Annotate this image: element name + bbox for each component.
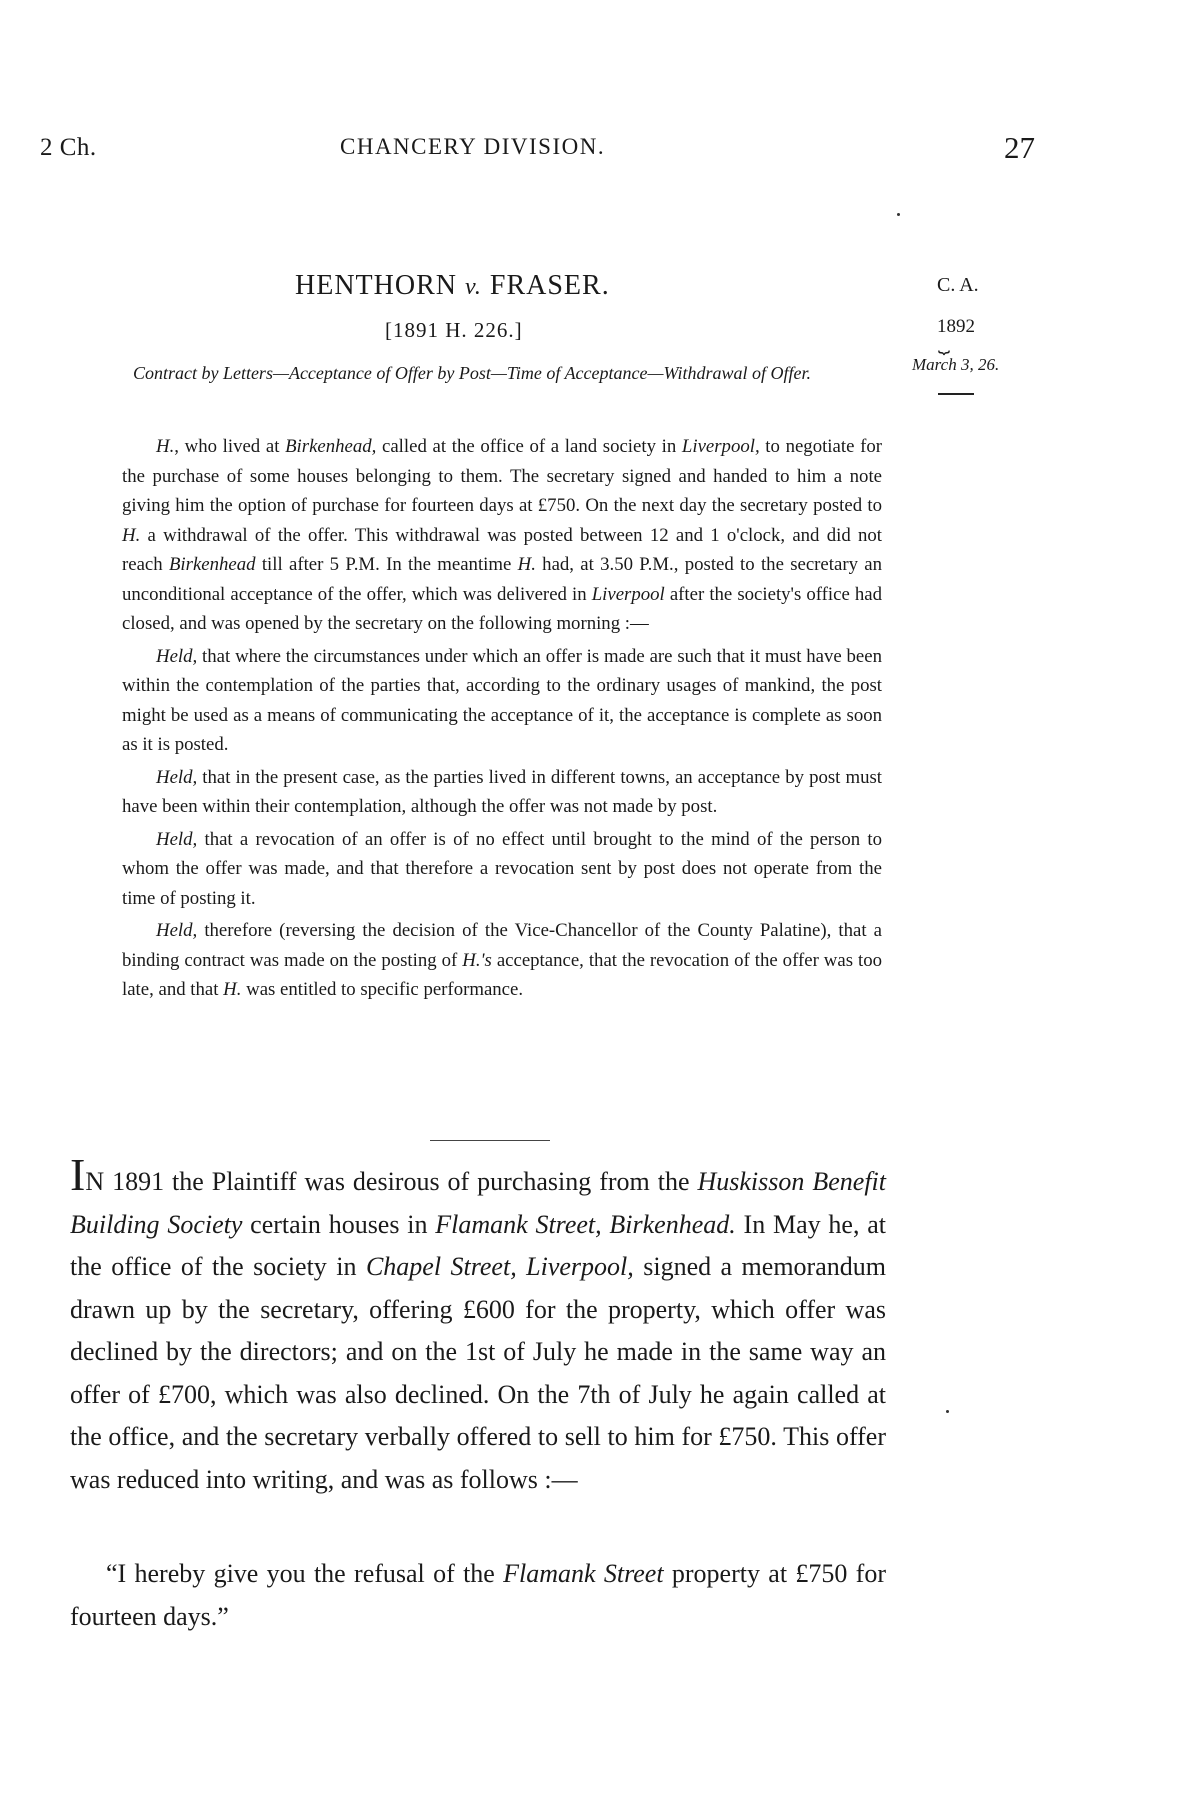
margin-year: 1892	[937, 316, 975, 337]
text-run: that in the present case, as the parties lived in different towns, an acceptance by post must have been within their contemplation, although the offer was not made by post.	[122, 766, 882, 817]
text-run: that where the circumstances under which an offer is made are such that it must have been within the contemplation of the parties that, according to the ordinary usages of mankind, the post might be used as a means of communicating the acceptance of it, the acceptance is complete as soon as it is posted.	[122, 645, 882, 755]
text-run: that a revocation of an offer is of no effect until brought to the mind of the person to whom the offer was made, and that therefore a revocation sent by post does not operate from the time of posting it.	[122, 828, 882, 909]
holding-2	[122, 763, 882, 822]
text-run: called at the office of a land society in	[376, 436, 682, 457]
text-run: signed a memorandum drawn up by the secretary, offering £600 for the property, which offer was declined by the directors; and on the 1st of July he made in the same way an offer of £700, which was also declined. On the 7th of July he again called at the office, and the secretary verbally offered to sell to him for £750. This offer was reduced into writing, and was as follows :—	[70, 1252, 886, 1494]
text-run: property at £750 for fourteen days.”	[70, 1559, 886, 1631]
text-run: till after 5 P.M. In the meantime	[255, 554, 518, 575]
holding-4	[122, 916, 882, 1005]
held-label: Held,	[156, 766, 198, 788]
text-run: therefore (reversing the decision of the Vice-Chancellor of the County Palatine), that a binding contract was made on the posting of	[122, 920, 882, 971]
place-name: Birkenhead,	[285, 436, 377, 457]
margin-dates: March 3, 26.	[912, 355, 1000, 374]
held-label: Held,	[156, 645, 198, 667]
body-paragraph	[70, 1149, 887, 1501]
text-run: , who lived at	[174, 436, 286, 457]
party-initial: H.'s	[462, 949, 492, 971]
report-volume: 2 Ch.	[40, 134, 97, 161]
text-run: was entitled to specific performance.	[241, 979, 524, 1000]
quoted-offer	[70, 1553, 886, 1638]
section-divider	[430, 1140, 550, 1141]
case-title	[295, 270, 610, 302]
running-header	[40, 130, 1035, 174]
text-run: a withdrawal of the offer. This withdrawal was posted between 12 and 1 o'clock, and did not reach	[122, 524, 882, 575]
headnote-facts	[122, 432, 882, 639]
holding-1	[122, 642, 882, 760]
text-run: acceptance, that the revocation of the offer was too late, and that	[122, 949, 882, 1000]
margin-court: C. A.	[937, 274, 979, 296]
text-run: to negotiate for the purchase of some houses belonging to them. The secretary signed and handed to him a note giving him the option of purchase for fourteen days at £750. On the next day the secretary posted to	[122, 436, 882, 516]
versus: v.	[465, 274, 482, 300]
place-name: Flamank Street	[503, 1559, 664, 1588]
text-run: N 1891 the Plaintiff was desirous of purchasing from the	[85, 1167, 698, 1196]
headnote	[122, 432, 882, 1008]
drop-cap: I	[70, 1149, 86, 1200]
case-citation: [1891 H. 226.]	[385, 318, 523, 342]
statement-of-facts	[70, 1149, 887, 1501]
place-name: Birkenhead	[168, 554, 256, 575]
defendant-name: FRASER.	[489, 270, 610, 301]
print-speck	[897, 213, 900, 216]
party-initial: H.	[122, 524, 141, 546]
text-run: certain houses in	[242, 1209, 436, 1239]
held-label: Held,	[156, 828, 198, 850]
text-run: In May he, at the office of the society in	[70, 1209, 886, 1281]
place-name: Liverpool	[591, 583, 665, 605]
catchwords: Contract by Letters—Acceptance of Offer by Post—Time of Acceptance—Withdrawal of Offer.	[132, 363, 812, 383]
place-name: Flamank Street, Birkenhead.	[435, 1209, 736, 1239]
division-title: CHANCERY DIVISION.	[340, 134, 606, 159]
plaintiff-name: HENTHORN	[295, 270, 457, 301]
text-run: had, at 3.50 P.M., posted to the secretary an unconditional acceptance of the offer, which was delivered in	[122, 554, 882, 605]
party-initial: H.	[156, 436, 175, 457]
text-run: “I hereby give you the refusal of the	[106, 1559, 504, 1588]
margin-brace-ornament: ⏟	[938, 332, 948, 354]
holding-3	[122, 825, 882, 914]
place-name: Chapel Street, Liverpool,	[365, 1252, 634, 1281]
margin-rule	[938, 393, 974, 395]
text-run: after the society's office had closed, and was opened by the secretary on the following morning :—	[122, 583, 882, 634]
print-speck	[946, 1410, 949, 1413]
place-name: Liverpool,	[681, 436, 760, 457]
page-number: 27	[1004, 130, 1035, 165]
society-name: Huskisson Benefit Building Society	[70, 1167, 887, 1239]
party-initial: H.	[517, 554, 536, 575]
party-initial: H.	[223, 979, 242, 1000]
held-label: Held,	[156, 920, 198, 941]
